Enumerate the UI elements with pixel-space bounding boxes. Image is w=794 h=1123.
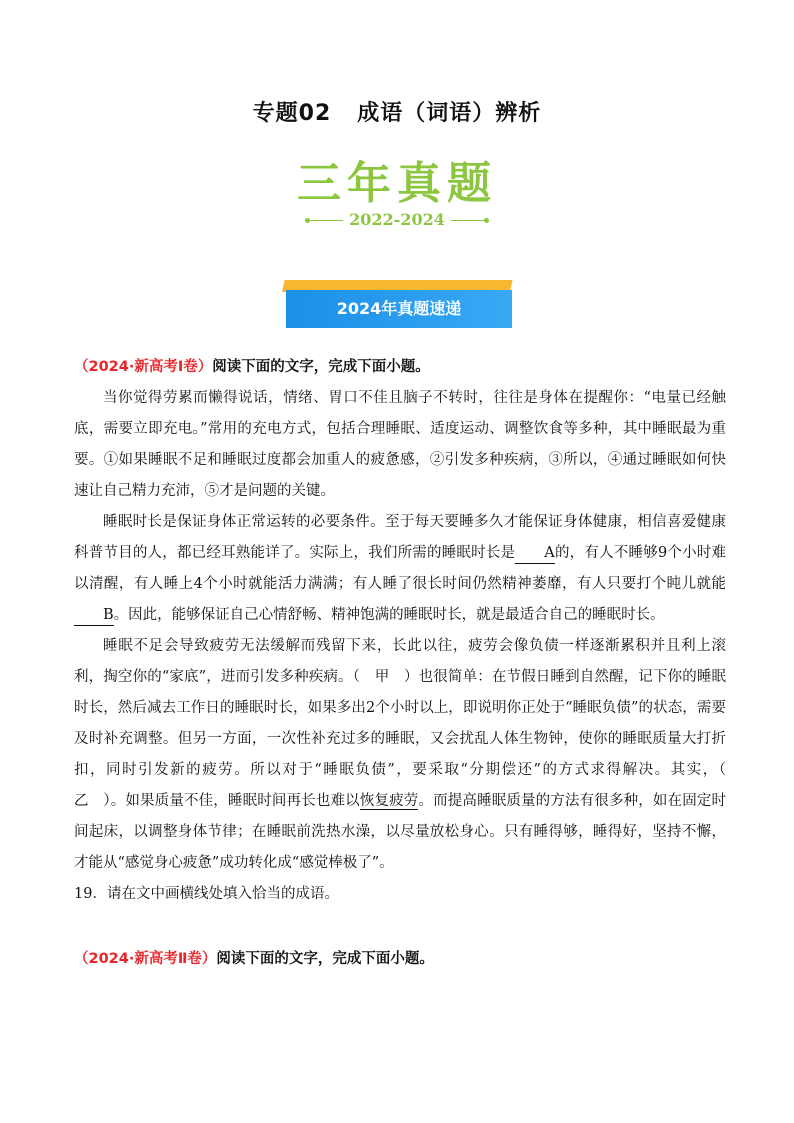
blank-a: A — [515, 543, 554, 564]
source-tag-2: （2024·新高考Ⅱ卷） — [74, 951, 217, 967]
divider-right — [451, 220, 485, 221]
paragraph-2 — [74, 507, 726, 631]
source-instruction-1: 阅读下面的文字，完成下面小题。 — [212, 359, 430, 375]
section-banner — [282, 280, 512, 330]
page-title — [0, 96, 794, 127]
paragraph-2-part-b: 的，有人不睡够9个小时难以清醒，有人睡上4个小时就能活力满满；有人睡了很长时间仍然精神萎靡，有人只要打个盹儿就能 — [74, 545, 726, 592]
blank-b: B — [74, 605, 114, 626]
title-topic-name: 成语（词语）辨析 — [357, 101, 542, 126]
main-content — [74, 352, 741, 975]
divider-left — [309, 220, 343, 221]
source-instruction-2: 阅读下面的文字，完成下面小题。 — [216, 951, 434, 967]
banner-label: 2024年真题速递 — [336, 299, 462, 318]
paragraph-3-part-a: 睡眠不足会导致疲劳无法缓解而残留下来，长此以往，疲劳会像负债一样逐渐累积并且利上滚利，掏空你的“家底”，进而引发多种疾病。（ 甲 ）也很简单：在节假日睡到自然醒，记下你的睡眠时长，然后减去工作日的睡眠时长，如果多出2个小时以上，即说明你正处于“睡眠负债”的状态，需要及时补充调整。但另一方面，一次性补充过多的睡眠，又会扰乱人体生物钟，使你的睡眠质量大打折扣，同时引发新的疲劳。所以对于“睡眠负债”，要采取“分期偿还”的方式求得解决。其实，（ 乙 ）。如果质量不佳，睡眠时间再长也难以 — [74, 638, 741, 809]
paragraph-2-part-a: 睡眠时长是保证身体正常运转的必要条件。至于每天要睡多久才能保证身体健康，相信喜爱健康科普节目的人，都已经耳熟能详了。实际上，我们所需的睡眠时长是 — [74, 514, 726, 561]
question-19: 19．请在文中画横线处填入恰当的成语。 — [74, 886, 339, 902]
title-topic-number: 专题02 — [252, 101, 332, 126]
source-line-2 — [74, 944, 726, 975]
underlined-phrase: 恢复疲劳 — [359, 793, 419, 809]
years-text: 2022-2024 — [349, 210, 445, 229]
paragraph-3 — [74, 631, 741, 879]
paragraph-3-part-b: 。而提高睡眠质量的方法有很多种，如在固定时间起床，以调整身体节律；在睡眠前洗热水澡，以尽量放松身心。只有睡得够，睡得好，坚持不懈，才能从“感觉身心疲惫”成功转化成“感觉棒极了”。 — [74, 793, 727, 871]
years-range — [0, 210, 794, 229]
paragraph-1: 当你觉得劳累而懒得说话，情绪、胃口不佳且脑子不转时，往往是身体在提醒你：“电量已经触底，需要立即充电。”常用的充电方式，包括合理睡眠、适度运动、调整饮食等多种，其中睡眠最为重要。①如果睡眠不足和睡眠过度都会加重人的疲惫感，②引发多种疾病，③所以，④通过睡眠如何快速让自己精力充沛，⑤才是问题的关键。 — [74, 390, 726, 499]
paragraph-2-part-c: 。因此，能够保证自己心情舒畅、精神饱满的睡眠时长，就是最适合自己的睡眠时长。 — [113, 607, 665, 623]
source-tag-1: （2024·新高考Ⅰ卷） — [74, 359, 213, 375]
source-line-1 — [74, 352, 726, 383]
big-title: 三年真题 — [297, 158, 497, 209]
